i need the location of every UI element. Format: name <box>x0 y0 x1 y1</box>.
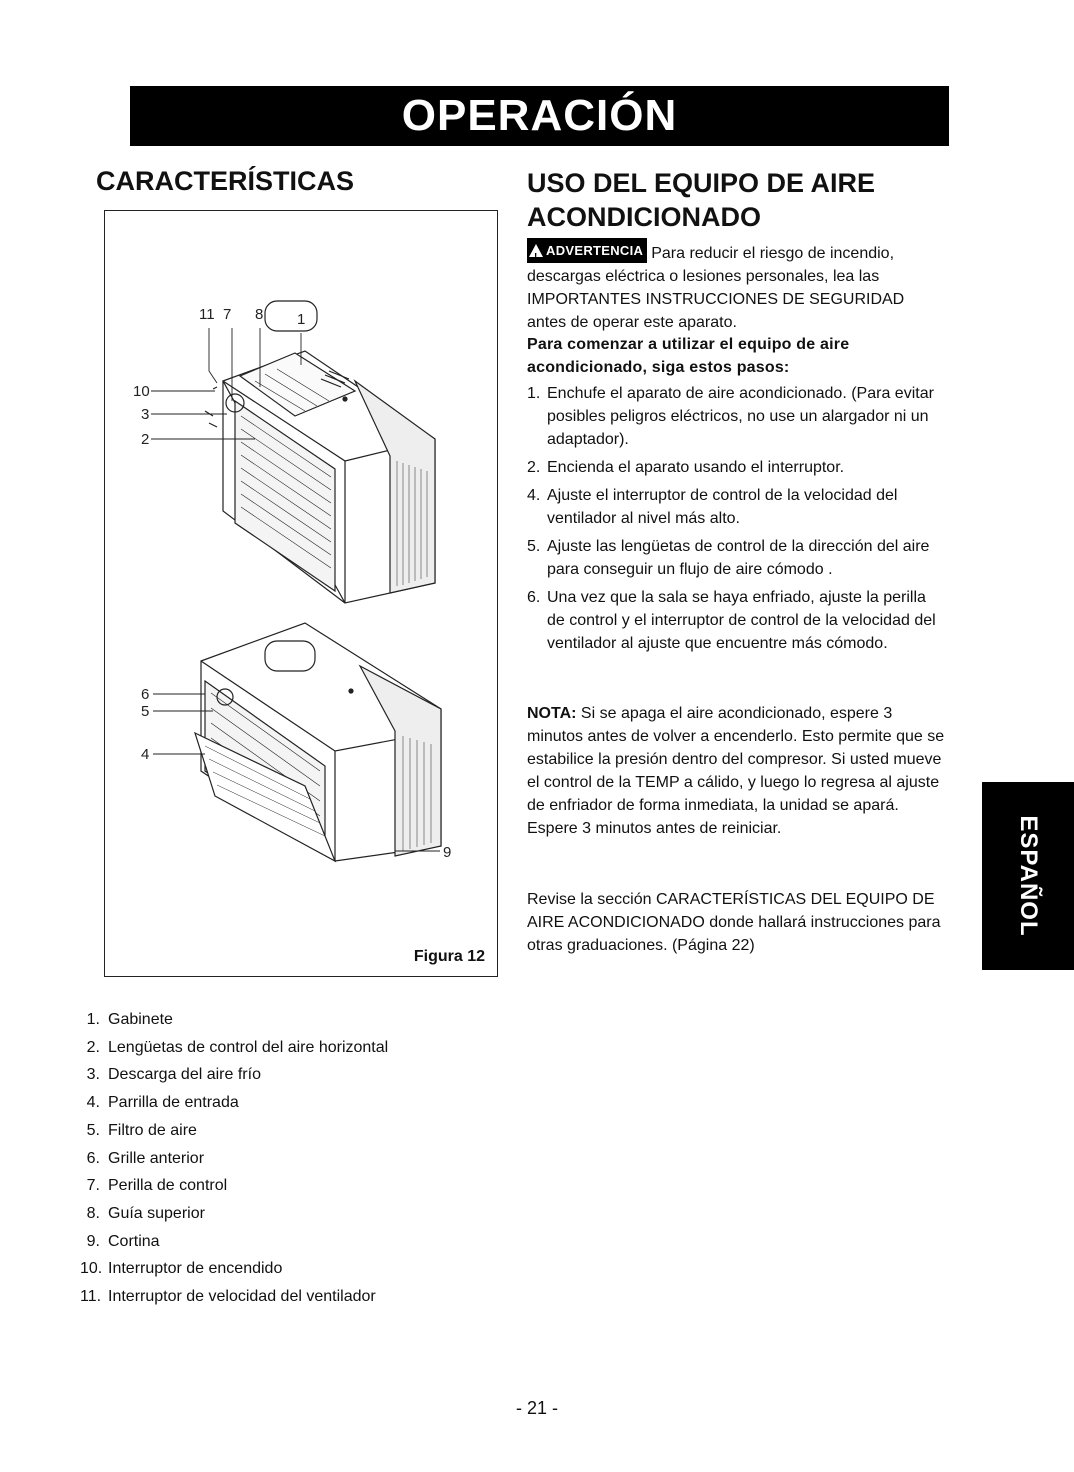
callout-1: 1 <box>297 311 306 328</box>
warning-icon: ! <box>529 244 543 257</box>
list-item: 8. Guía superior <box>86 1204 205 1222</box>
warning-paragraph <box>527 238 947 334</box>
language-side-tab <box>982 782 1074 970</box>
language-tab-label: ESPAÑOL <box>1015 815 1042 937</box>
steps-intro: Para comenzar a utilizar el equipo de aire acondicionado, siga estos pasos: <box>527 336 850 376</box>
callout-3: 3 <box>141 406 150 423</box>
note-paragraph <box>527 702 947 840</box>
callout-10: 10 <box>133 383 150 400</box>
callout-5: 5 <box>141 703 150 720</box>
callout-6: 6 <box>141 686 150 703</box>
callout-7: 7 <box>223 306 232 323</box>
list-item: 6. Una vez que la sala se haya enfriado, ajuste la perilla de control y el interruptor de control de la velocidad del ventilador al ajuste que encuentre más cómodo. <box>527 589 936 652</box>
figure-12 <box>104 210 498 977</box>
list-item: 5. Filtro de aire <box>86 1121 197 1139</box>
list-item: 1. Gabinete <box>86 1011 173 1028</box>
page-number: - 21 - <box>515 1398 558 1418</box>
note-text: Si se apaga el aire acondicionado, espere 3 minutos antes de volver a encenderlo. Esto permite que se estabilice la presión dentro del compresor. Si usted mueve el control de la TEMP a cálido, y luego lo regresa al ajuste de enfriador de forma inmediata, la unidad se apará. <box>527 705 945 814</box>
steps-list <box>527 382 947 660</box>
list-item: 2. Lengüetas de control del aire horizontal <box>86 1038 389 1056</box>
list-item: 4. Ajuste el interruptor de control de la velocidad del ventilador al nivel más alto. <box>527 487 898 527</box>
ac-unit-bottom <box>195 623 441 861</box>
parts-list <box>80 1006 389 1311</box>
list-item: 10. Interruptor de encendido <box>80 1260 283 1278</box>
warning-badge-label: ADVERTENCIA <box>546 243 644 258</box>
callout-11: 11 <box>199 306 215 323</box>
list-item: 4. Parrilla de entrada <box>86 1094 239 1112</box>
callout-4: 4 <box>141 746 150 763</box>
banner-title: OPERACIÓN <box>401 91 678 140</box>
review-paragraph: Revise la sección CARACTERÍSTICAS DEL EQUIPO DE AIRE ACONDICIONADO donde hallará instrucciones para otras graduaciones. (Página 22) <box>527 891 941 954</box>
callout-8: 8 <box>255 306 264 323</box>
callout-9: 9 <box>443 844 452 861</box>
list-item: 7. Perilla de control <box>86 1177 228 1195</box>
air-conditioner-illustration <box>105 211 497 976</box>
features-heading: CARACTERÍSTICAS <box>96 166 355 196</box>
list-item: 11. Interruptor de velocidad del ventilador <box>80 1288 376 1306</box>
callout-2: 2 <box>141 431 150 448</box>
note-label: NOTA: <box>527 705 577 722</box>
figure-caption: Figura 12 <box>413 948 485 965</box>
warning-text: Para reducir el riesgo de incendio, descargas eléctrica o lesiones personales, lea las IMPORTANTES INSTRUCCIONES DE SEGURIDAD antes de operar este aparato. <box>527 245 905 331</box>
usage-heading: USO DEL EQUIPO DE AIRE ACONDICIONADO <box>527 168 876 232</box>
ac-unit-top <box>205 301 435 603</box>
list-item: 9. Cortina <box>86 1232 160 1250</box>
list-item: 2. Encienda el aparato usando el interruptor. <box>527 459 845 476</box>
list-item: 6. Grille anterior <box>86 1149 205 1167</box>
note-text-2: Espere 3 minutos antes de reiniciar. <box>527 820 782 837</box>
list-item: 3. Descarga del aire frío <box>86 1066 261 1084</box>
list-item: 1. Enchufe el aparato de aire acondicionado. (Para evitar posibles peligros eléctricos, no use un alargador ni un adaptador). <box>527 385 934 448</box>
list-item: 5. Ajuste las lengüetas de control de la dirección del aire para conseguir un flujo de aire cómodo . <box>527 538 930 578</box>
section-banner <box>130 86 949 146</box>
warning-badge <box>527 238 647 263</box>
